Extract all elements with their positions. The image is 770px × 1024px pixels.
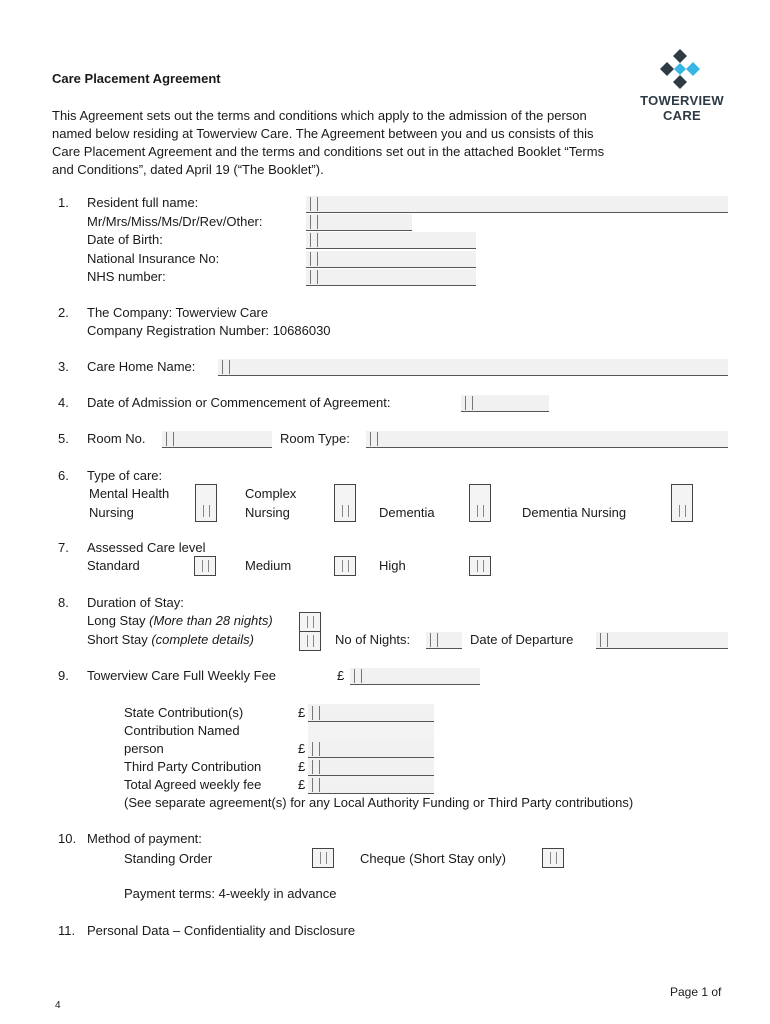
nhs-label: NHS number: — [87, 269, 166, 284]
weekly-fee-label: Towerview Care Full Weekly Fee — [87, 668, 277, 683]
section-6-number: 6. — [58, 468, 69, 483]
logo-text-line1: TOWERVIEW — [640, 93, 724, 108]
long-stay-checkbox[interactable] — [299, 612, 321, 632]
mental-health-label-2: Nursing — [89, 505, 134, 520]
dementia-nursing-label: Dementia Nursing — [522, 505, 627, 520]
room-no-label: Room No. — [87, 431, 146, 446]
named-person-label-2: person — [124, 741, 164, 756]
high-checkbox[interactable] — [469, 556, 491, 576]
standing-order-checkbox[interactable] — [312, 848, 334, 868]
nhs-field[interactable] — [306, 269, 476, 286]
complex-nursing-checkbox[interactable] — [334, 484, 356, 522]
mental-health-label-1: Mental Health — [89, 486, 170, 501]
total-fee-label: Total Agreed weekly fee — [124, 777, 262, 792]
payment-terms: Payment terms: 4-weekly in advance — [124, 886, 337, 901]
third-party-label: Third Party Contribution — [124, 759, 262, 774]
section-10-number: 10. — [58, 831, 77, 846]
departure-field[interactable] — [596, 632, 728, 649]
cheque-checkbox[interactable] — [542, 848, 564, 868]
standing-order-label: Standing Order — [124, 851, 213, 866]
state-pound: £ — [298, 705, 306, 720]
dementia-nursing-checkbox[interactable] — [671, 484, 693, 522]
dementia-label: Dementia — [379, 505, 435, 520]
third-pound: £ — [298, 759, 306, 774]
page-count: 4 — [55, 1000, 61, 1011]
payment-method-label: Method of payment: — [87, 831, 202, 846]
intro-paragraph: This Agreement sets out the terms and conditions which apply to the admission of the person named below residing at Towerview Care. The Agreement between you and us consists of this Care Placement Agreement and the terms and conditions set out in the attached Booklet “Terms and Conditions”, dated April 19 (“The Booklet”). — [52, 108, 605, 177]
weekly-fee-pound: £ — [337, 668, 345, 683]
title-field[interactable] — [306, 214, 412, 231]
long-stay-label: Long Stay (More than 28 nights) — [87, 613, 273, 628]
section-5-number: 5. — [58, 431, 69, 446]
care-home-field[interactable] — [218, 359, 728, 376]
care-level-label: Assessed Care level — [87, 540, 206, 555]
departure-label: Date of Departure — [470, 632, 574, 647]
room-type-label: Room Type: — [280, 431, 350, 446]
admission-date-field[interactable] — [461, 395, 549, 412]
duration-label: Duration of Stay: — [87, 595, 184, 610]
section-1-number: 1. — [58, 195, 69, 210]
towerview-logo-icon — [660, 49, 700, 89]
total-fee-field[interactable] — [308, 777, 434, 794]
ni-label: National Insurance No: — [87, 251, 220, 266]
cheque-label: Cheque (Short Stay only) — [360, 851, 506, 866]
ni-field[interactable] — [306, 251, 476, 268]
dob-field[interactable] — [306, 232, 476, 249]
admission-date-label: Date of Admission or Commencement of Agreement: — [87, 395, 391, 410]
nights-field[interactable] — [426, 632, 462, 649]
section-11-number: 11. — [58, 923, 76, 938]
total-pound: £ — [298, 777, 306, 792]
dob-label: Date of Birth: — [87, 232, 163, 247]
company-name: The Company: Towerview Care — [87, 305, 269, 320]
short-stay-label: Short Stay (complete details) — [87, 632, 254, 647]
page-title: Care Placement Agreement — [52, 71, 221, 86]
standard-checkbox[interactable] — [194, 556, 216, 576]
named-person-label-1: Contribution Named — [124, 723, 240, 738]
named-pound: £ — [298, 741, 306, 756]
dementia-checkbox[interactable] — [469, 484, 491, 522]
section-9-number: 9. — [58, 668, 69, 683]
title-label: Mr/Mrs/Miss/Ms/Dr/Rev/Other: — [87, 214, 263, 229]
personal-data-heading: Personal Data – Confidentiality and Disclosure — [87, 923, 356, 938]
high-label: High — [379, 558, 406, 573]
weekly-fee-field[interactable] — [350, 668, 480, 685]
section-2-number: 2. — [58, 305, 69, 320]
medium-label: Medium — [245, 558, 292, 573]
short-stay-checkbox[interactable] — [299, 631, 321, 651]
funding-note: (See separate agreement(s) for any Local Authority Funding or Third Party contributions) — [124, 795, 634, 810]
page-number: Page 1 of — [670, 985, 722, 999]
named-person-field[interactable] — [308, 741, 434, 758]
logo-text-line2: CARE — [662, 108, 702, 123]
section-4-number: 4. — [58, 395, 69, 410]
section-8-number: 8. — [58, 595, 69, 610]
nights-label: No of Nights: — [335, 632, 411, 647]
room-no-field[interactable] — [162, 431, 272, 448]
medium-checkbox[interactable] — [334, 556, 356, 576]
complex-label-2: Nursing — [245, 505, 290, 520]
standard-label: Standard — [87, 558, 140, 573]
company-registration: Company Registration Number: 10686030 — [87, 323, 331, 338]
care-home-label: Care Home Name: — [87, 359, 196, 374]
section-3-number: 3. — [58, 359, 69, 374]
state-contribution-field[interactable] — [308, 705, 434, 722]
mental-health-nursing-checkbox[interactable] — [195, 484, 217, 522]
room-type-field[interactable] — [366, 431, 728, 448]
section-7-number: 7. — [58, 540, 69, 555]
state-contribution-label: State Contribution(s) — [124, 705, 244, 720]
third-party-field[interactable] — [308, 759, 434, 776]
resident-name-field[interactable] — [306, 196, 728, 213]
complex-label-1: Complex — [245, 486, 297, 501]
resident-name-label: Resident full name: — [87, 195, 199, 210]
care-type-label: Type of care: — [87, 468, 163, 483]
